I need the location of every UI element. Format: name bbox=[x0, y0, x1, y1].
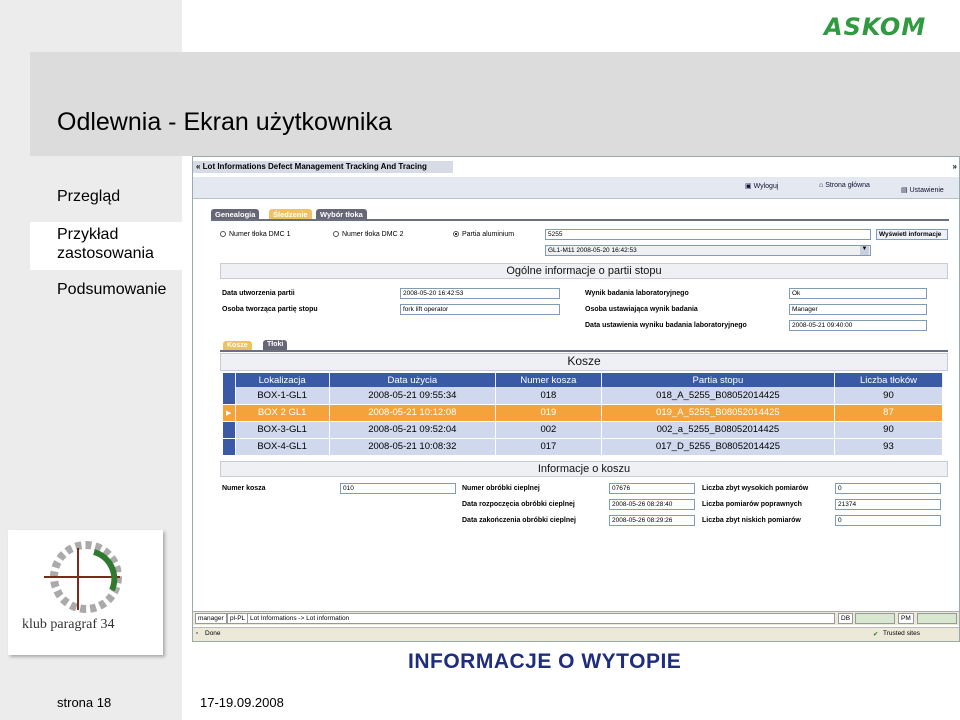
lab-date-field: 2008-05-21 09:40:00 bbox=[789, 320, 927, 331]
table-row[interactable] bbox=[223, 387, 943, 404]
settings-link[interactable]: ▤ Ustawienie bbox=[901, 187, 944, 194]
gear-emblem-icon bbox=[8, 530, 163, 655]
too-high-field: 0 bbox=[835, 483, 941, 494]
table-header-row bbox=[223, 373, 943, 387]
slide-caption: INFORMACJE O WYTOPIE bbox=[408, 650, 682, 673]
baskets-header: Kosze bbox=[220, 353, 948, 371]
trusted-check-icon: ✔ bbox=[873, 631, 879, 638]
column-header[interactable]: Lokalizacja bbox=[235, 373, 329, 387]
badge-text: klub paragraf 34 bbox=[22, 617, 115, 632]
status-locale: pl-PL bbox=[227, 613, 248, 624]
status-db: DB bbox=[838, 613, 853, 624]
tab-sledzenie[interactable]: Śledzenie bbox=[269, 209, 312, 220]
table-row[interactable] bbox=[223, 421, 943, 438]
page-number: strona 18 bbox=[57, 695, 112, 710]
table-cell: 2008-05-21 10:12:08 bbox=[329, 404, 495, 421]
column-header[interactable]: Partia stopu bbox=[601, 373, 834, 387]
too-high-label: Liczba zbyt wysokich pomiarów bbox=[702, 485, 809, 492]
app-screenshot bbox=[192, 156, 960, 642]
slide-title: Odlewnia - Ekran użytkownika bbox=[57, 108, 392, 136]
basket-info-header: Informacje o koszu bbox=[220, 461, 948, 477]
nav-item-example[interactable]: Przykład zastosowania bbox=[57, 226, 154, 262]
table-cell: 87 bbox=[834, 404, 942, 421]
table-cell: 002 bbox=[495, 421, 601, 438]
status-user: manager bbox=[195, 613, 227, 624]
heat-start-field: 2008-05-26 08:28:40 bbox=[609, 499, 695, 510]
table-cell: 2008-05-21 09:55:34 bbox=[329, 387, 495, 404]
klub-paragraf-badge bbox=[8, 530, 163, 655]
heat-end-label: Data zakończenia obróbki cieplnej bbox=[462, 517, 576, 524]
radio-partia[interactable]: Partia aluminium bbox=[453, 231, 514, 238]
row-header-corner bbox=[223, 373, 235, 387]
row-header[interactable] bbox=[223, 438, 235, 455]
basket-num-label: Numer kosza bbox=[222, 485, 266, 492]
menu-forward-icon[interactable]: » bbox=[952, 162, 957, 171]
subtab-kosze[interactable]: Kosze bbox=[223, 341, 252, 352]
table-cell: 018_A_5255_B08052014425 bbox=[601, 387, 834, 404]
table-cell: 90 bbox=[834, 421, 942, 438]
table-cell: 019 bbox=[495, 404, 601, 421]
created-field: 2008-05-20 16:42:53 bbox=[400, 288, 560, 299]
table-row-selected[interactable] bbox=[223, 404, 943, 421]
lab-date-label: Data ustawienia wyniku badania laboratoryjnego bbox=[585, 322, 747, 329]
basket-num-field: 010 bbox=[340, 483, 456, 494]
app-menubar bbox=[193, 161, 960, 175]
ie-page-icon: ▫ bbox=[196, 630, 199, 637]
creator-field: fork lift operator bbox=[400, 304, 560, 315]
tab-wybor-tloka[interactable]: Wybór tłoka bbox=[316, 209, 367, 220]
chevron-down-icon[interactable]: ▼ bbox=[860, 246, 869, 255]
app-header bbox=[193, 177, 960, 199]
batch-dropdown[interactable]: GL1-M11 2008-05-20 16:42:53 ▼ bbox=[545, 245, 871, 256]
column-header[interactable]: Numer kosza bbox=[495, 373, 601, 387]
table-cell: 2008-05-21 10:08:32 bbox=[329, 438, 495, 455]
radio-dmc1[interactable]: Numer tłoka DMC 1 bbox=[220, 231, 290, 238]
status-path: Lot Informations -> Lot information bbox=[247, 613, 835, 624]
slide-date: 17-19.09.2008 bbox=[200, 695, 284, 710]
lab-person-field: Manager bbox=[789, 304, 927, 315]
tab-strip bbox=[211, 219, 949, 221]
tab-genealogia[interactable]: Genealogia bbox=[211, 209, 259, 220]
too-low-field: 0 bbox=[835, 515, 941, 526]
table-cell: BOX-3-GL1 bbox=[235, 421, 329, 438]
selected-row-arrow-icon[interactable]: ▶ bbox=[223, 404, 235, 421]
nav-item-overview[interactable]: Przegląd bbox=[57, 188, 121, 205]
title-band bbox=[30, 52, 960, 156]
search-input[interactable]: 5255 bbox=[545, 229, 871, 240]
table-cell: 017 bbox=[495, 438, 601, 455]
heat-num-field: 07676 bbox=[609, 483, 695, 494]
app-statusbar bbox=[193, 611, 960, 625]
show-info-button[interactable]: Wyświetl informacje bbox=[876, 229, 948, 240]
table-cell: 019_A_5255_B08052014425 bbox=[601, 404, 834, 421]
column-header[interactable]: Liczba tłoków bbox=[834, 373, 942, 387]
general-info-header: Ogólne informacje o partii stopu bbox=[220, 263, 948, 279]
nav-item-summary[interactable]: Podsumowanie bbox=[57, 281, 167, 298]
baskets-table bbox=[223, 373, 943, 456]
table-cell: 2008-05-21 09:52:04 bbox=[329, 421, 495, 438]
browser-statusbar bbox=[193, 627, 960, 641]
heat-start-label: Data rozpoczęcia obróbki cieplnej bbox=[462, 501, 575, 508]
table-cell: BOX-4-GL1 bbox=[235, 438, 329, 455]
correct-label: Liczba pomiarów poprawnych bbox=[702, 501, 802, 508]
table-cell: 90 bbox=[834, 387, 942, 404]
askom-logo: ASKOM bbox=[824, 13, 927, 41]
heat-end-field: 2008-05-26 08:29:26 bbox=[609, 515, 695, 526]
status-pm: PM bbox=[898, 613, 914, 624]
table-row[interactable] bbox=[223, 438, 943, 455]
created-label: Data utworzenia partii bbox=[222, 290, 295, 297]
table-cell: 93 bbox=[834, 438, 942, 455]
home-link[interactable]: ⌂ Strona główna bbox=[819, 182, 870, 189]
logout-link[interactable]: ▣ Wyloguj bbox=[745, 183, 779, 190]
table-cell: BOX-1-GL1 bbox=[235, 387, 329, 404]
status-tray-icon bbox=[917, 613, 957, 624]
table-cell: 002_a_5255_B08052014425 bbox=[601, 421, 834, 438]
table-cell: 018 bbox=[495, 387, 601, 404]
status-network-icon bbox=[855, 613, 895, 624]
correct-field: 21374 bbox=[835, 499, 941, 510]
ie-zone-text: Trusted sites bbox=[883, 630, 920, 637]
table-cell: 017_D_5255_B08052014425 bbox=[601, 438, 834, 455]
row-header[interactable] bbox=[223, 387, 235, 404]
row-header[interactable] bbox=[223, 421, 235, 438]
radio-dmc2[interactable]: Numer tłoka DMC 2 bbox=[333, 231, 403, 238]
lab-person-label: Osoba ustawiająca wynik badania bbox=[585, 306, 698, 313]
creator-label: Osoba tworząca partię stopu bbox=[222, 306, 318, 313]
heat-num-label: Numer obróbki cieplnej bbox=[462, 485, 540, 492]
table-cell: BOX 2 GL1 bbox=[235, 404, 329, 421]
lab-result-label: Wynik badania laboratoryjnego bbox=[585, 290, 689, 297]
lab-result-field: Ok bbox=[789, 288, 927, 299]
app-menu-title[interactable]: « Lot Informations Defect Management Tracking And Tracing bbox=[193, 161, 453, 173]
column-header[interactable]: Data użycia bbox=[329, 373, 495, 387]
subtab-strip bbox=[220, 350, 948, 352]
subtab-tloki[interactable]: Tłoki bbox=[263, 340, 287, 351]
too-low-label: Liczba zbyt niskich pomiarów bbox=[702, 517, 801, 524]
ie-status-text: Done bbox=[205, 630, 221, 637]
